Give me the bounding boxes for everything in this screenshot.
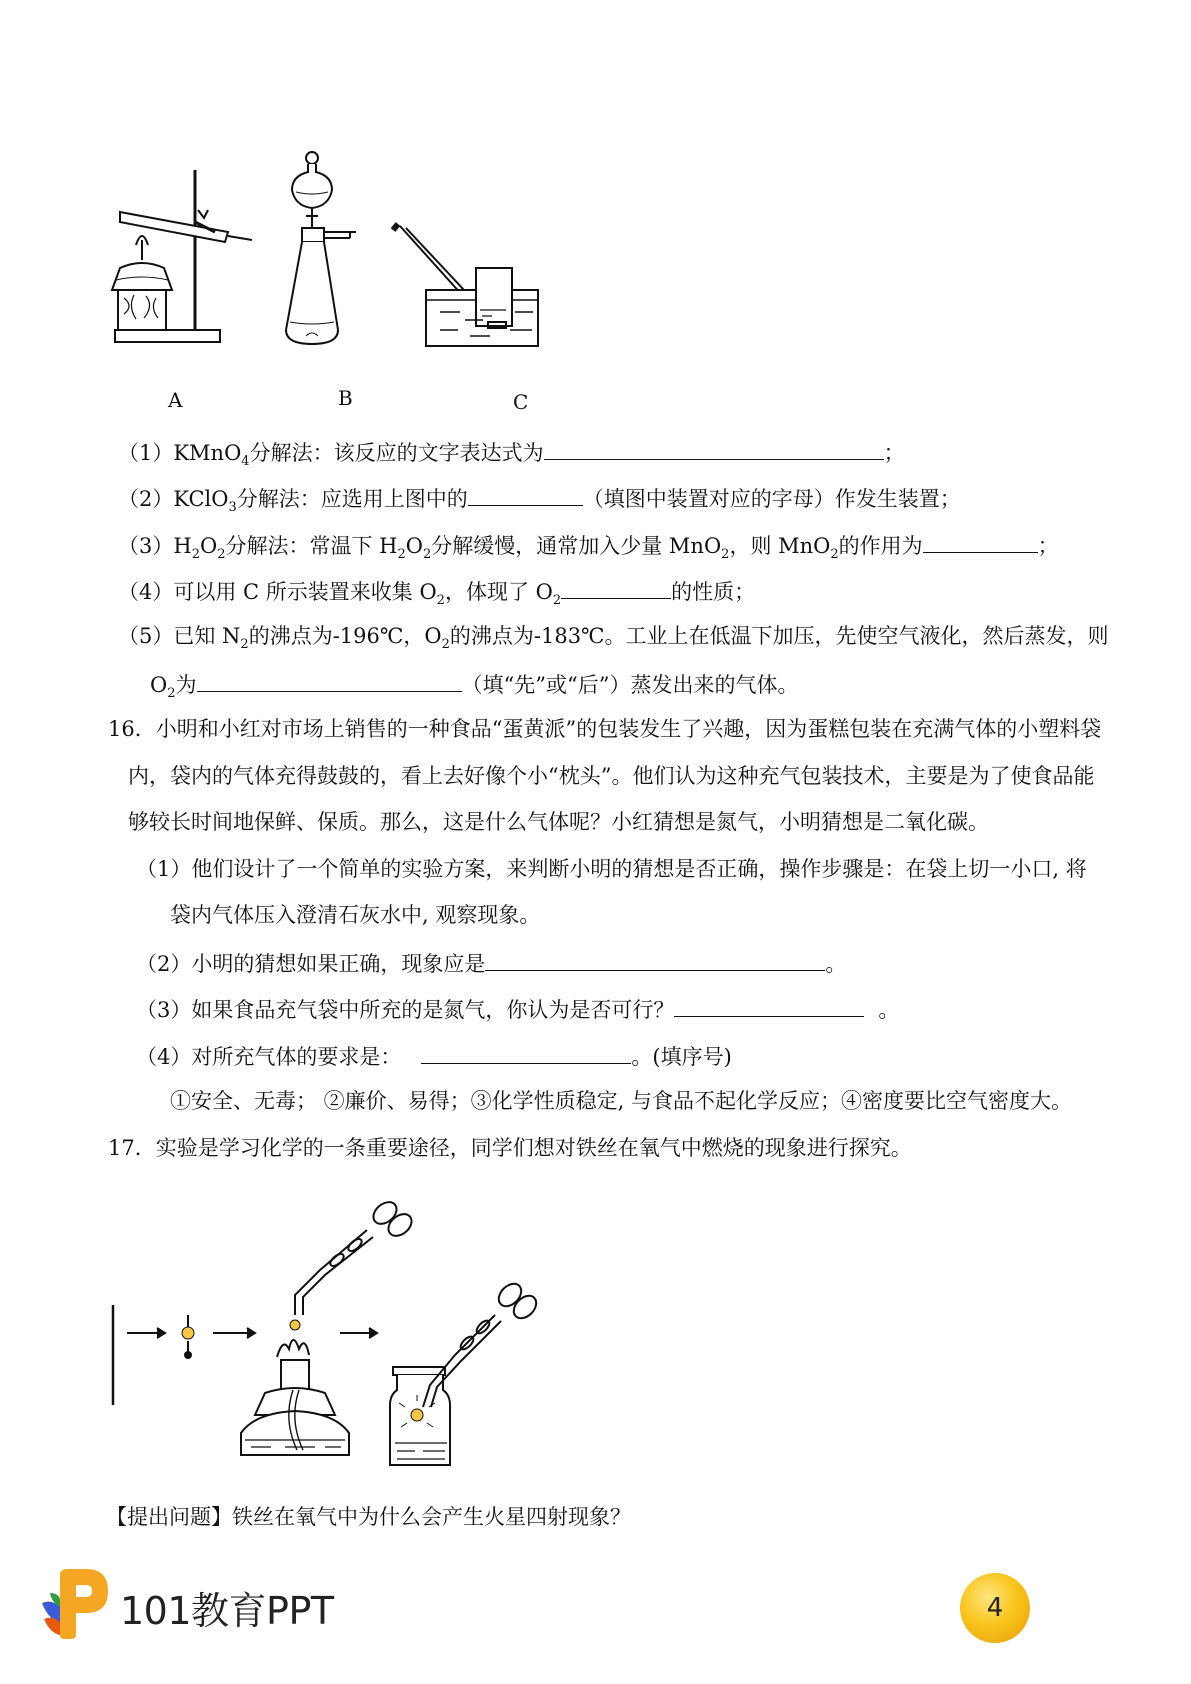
q16-part-1a: （1）他们设计了一个简单的实验方案，来判断小明的猜想是否正确，操作步骤是：在袋上切一小口, 将 bbox=[136, 857, 1087, 881]
logo-icon bbox=[38, 1563, 118, 1643]
figure-label-a: A bbox=[168, 388, 183, 412]
answer-blank[interactable] bbox=[468, 483, 583, 506]
page-number: 4 bbox=[986, 1593, 1004, 1623]
answer-blank[interactable] bbox=[561, 576, 671, 599]
q17-question: 【提出问题】铁丝在氧气中为什么会产生火星四射现象？ bbox=[106, 1505, 631, 1529]
q15-item-5-cont: $O_2$为 （填“先”或“后”）蒸发出来的气体。 bbox=[150, 669, 798, 708]
figure-label-b: B bbox=[338, 386, 353, 410]
q15-item-3: $(3)H_2O_2$分解法：常温下 $H_2O_2$分解缓慢，通常加入少量 MnO$_2$，则 MnO$_2$的作用为 ； bbox=[118, 530, 1059, 569]
q16-part-1b: 袋内气体压入澄清石灰水中, 观察现象。 bbox=[170, 903, 541, 927]
answer-blank[interactable] bbox=[923, 530, 1038, 553]
apparatus-b bbox=[286, 152, 356, 344]
q16-part-2: （2）小明的猜想如果正确，现象应是 。 bbox=[136, 948, 846, 978]
apparatus-c bbox=[393, 224, 538, 346]
q16-part-3: （3）如果食品充气袋中所充的是氮气，你认为是否可行？ 。 bbox=[136, 994, 899, 1024]
q16-stem-1: 16．小明和小红对市场上销售的一种食品“蛋黄派”的包装发生了兴趣，因为蛋糕包装在充满气体的小塑料袋 bbox=[108, 717, 1102, 741]
page-number-badge bbox=[960, 1573, 1030, 1643]
q15-item-4: （4）可以用 C 所示装置来收集 $O_2$，体现了 $O_2$ 的性质； bbox=[118, 576, 755, 615]
answer-blank[interactable] bbox=[197, 669, 462, 692]
q16-options: ①安全、无毒； ②廉价、易得；③化学性质稳定, 与食品不起化学反应；④密度要比空气密度大。 bbox=[170, 1089, 1073, 1113]
answer-blank[interactable] bbox=[544, 437, 884, 460]
answer-blank[interactable] bbox=[485, 948, 825, 971]
figure-label-c: C bbox=[513, 390, 529, 414]
answer-blank[interactable] bbox=[674, 994, 864, 1017]
q16-part-4: （4）对所充气体的要求是： 。(填序号) bbox=[136, 1041, 732, 1071]
q15-item-1: （1）KMnO$_4$分解法：该反应的文字表达式为 ； bbox=[118, 437, 905, 476]
q15-item-5: （5）已知 $N_2$的沸点为-196℃，$O_2$的沸点为-183℃。工业上在低温下加压，先使空气液化，然后蒸发，则 bbox=[118, 624, 1109, 653]
logo-text: 101教育PPT bbox=[120, 1589, 334, 1633]
q15-item-2: （2）KClO$_3$分解法：应选用上图中的 （填图中装置对应的字母）作发生装置； bbox=[118, 483, 961, 522]
answer-blank[interactable] bbox=[421, 1041, 631, 1064]
q16-stem-2: 内，袋内的气体充得鼓鼓的，看上去好像个小“枕头”。他们认为这种充气包装技术，主要是为了使食品能 bbox=[128, 764, 1095, 788]
q16-stem-3: 够较长时间地保鲜、保质。那么，这是什么气体呢？小红猜想是氮气，小明猜想是二氧化碳。 bbox=[128, 810, 989, 834]
iron-wire-experiment-figure bbox=[105, 1185, 595, 1485]
q17-stem: 17．实验是学习化学的一条重要途径，同学们想对铁丝在氧气中燃烧的现象进行探究。 bbox=[108, 1136, 912, 1160]
apparatus-figure-abc bbox=[110, 150, 590, 370]
apparatus-a bbox=[112, 170, 252, 342]
